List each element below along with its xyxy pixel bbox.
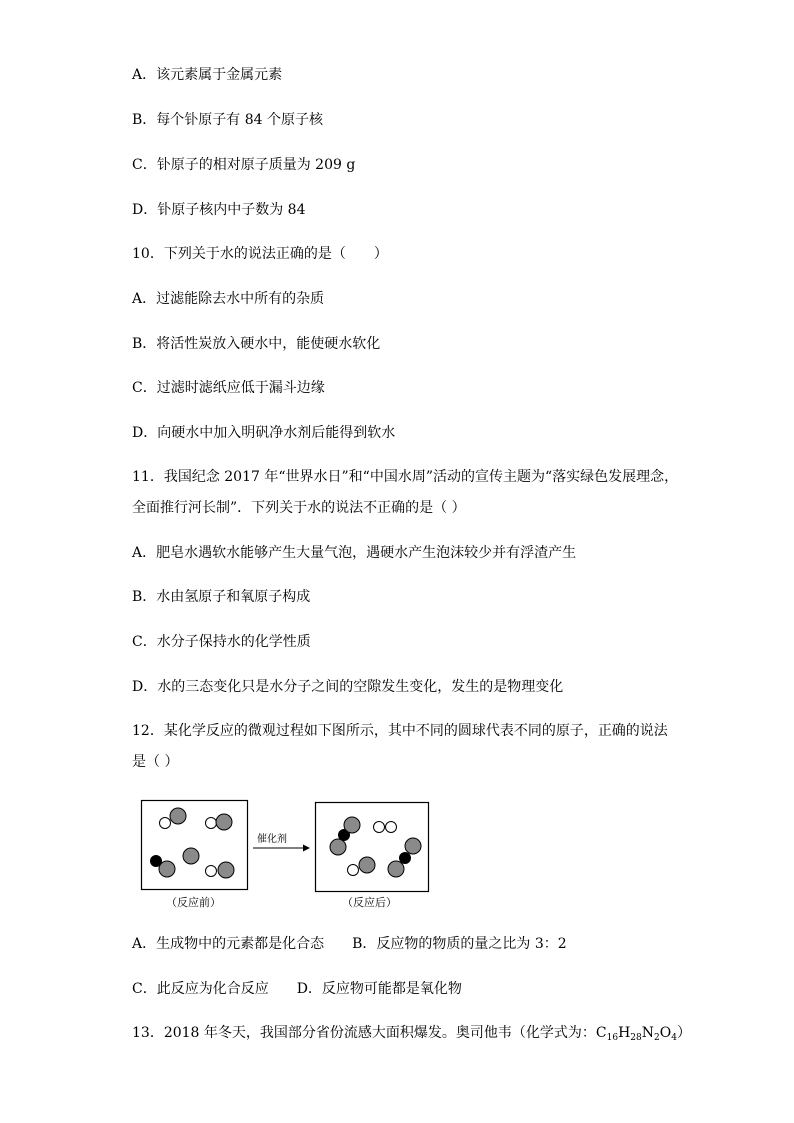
q12-stem-line2: 是（ ） <box>132 754 179 770</box>
q13-stem <box>132 1023 691 1048</box>
q12-options-row1: A．生成物中的元素都是化合态 B．反应物的物质的量之比为 3：2 <box>132 936 567 952</box>
q9-option-a: A．该元素属于金属元素 <box>132 67 283 83</box>
q9-option-d: D．钋原子核内中子数为 84 <box>132 202 306 218</box>
gray-atom <box>218 862 234 878</box>
gray-atom <box>405 838 421 854</box>
white-atom <box>160 818 171 829</box>
gray-atom <box>344 817 360 833</box>
gray-atom <box>183 848 199 864</box>
q10-option-a: A．过滤能除去水中所有的杂质 <box>132 291 325 307</box>
formula-sub-c: 16 <box>606 1033 619 1043</box>
gray-atom <box>388 861 404 877</box>
formula-h: H <box>618 1025 631 1041</box>
q9-option-b: B．每个钋原子有 84 个原子核 <box>132 112 324 128</box>
white-atom <box>206 818 217 829</box>
q11-stem-line2: 全面推行河长制”．下列关于水的说法不正确的是（ ） <box>132 500 466 516</box>
gray-atom <box>216 814 232 830</box>
q12-options-row2: C．此反应为化合反应 D．反应物可能都是氧化物 <box>132 981 462 997</box>
catalyst-label: 催化剂 <box>257 834 287 845</box>
reaction-diagram-svg <box>140 796 440 916</box>
q11-option-d: D．水的三态变化只是水分子之间的空隙发生变化，发生的是物理变化 <box>132 679 564 695</box>
after-molecules <box>330 817 421 877</box>
q10-stem: 10．下列关于水的说法正确的是（ ） <box>132 246 388 262</box>
reaction-arrow-head <box>303 845 310 852</box>
gray-atom <box>359 857 375 873</box>
q11-option-a: A．肥皂水遇软水能够产生大量气泡，遇硬水产生泡沫较少并有浮渣产生 <box>132 545 577 561</box>
gray-atom <box>159 861 175 877</box>
reaction-diagram <box>140 796 440 920</box>
gray-atom <box>170 808 186 824</box>
formula-n: N <box>641 1025 654 1041</box>
formula-sub-n: 2 <box>653 1033 660 1043</box>
before-molecules <box>151 808 235 878</box>
q11-option-b: B．水由氢原子和氧原子构成 <box>132 589 311 605</box>
white-atom <box>374 822 385 833</box>
formula-sub-o: 4 <box>671 1033 677 1043</box>
gray-atom <box>330 839 346 855</box>
q9-option-c: C．钋原子的相对原子质量为 209 g <box>132 157 356 173</box>
q11-stem-line1: 11．我国纪念 2017 年“世界水日”和“中国水周”活动的宣传主题为“落实绿色发展理念， <box>132 469 679 485</box>
q10-option-b: B．将活性炭放入硬水中，能使硬水软化 <box>132 336 381 352</box>
caption-after: （反应后） <box>342 896 397 909</box>
q12-stem-line1: 12．某化学反应的微观过程如下图所示，其中不同的圆球代表不同的原子，正确的说法 <box>132 723 668 739</box>
q10-option-d: D．向硬水中加入明矾净水剂后能得到软水 <box>132 425 396 441</box>
formula-o: O <box>659 1025 672 1041</box>
q11-option-c: C．水分子保持水的化学性质 <box>132 634 311 650</box>
black-atom <box>400 853 411 864</box>
q10-option-c: C．过滤时滤纸应低于漏斗边缘 <box>132 380 325 396</box>
caption-before: （反应前） <box>166 896 221 909</box>
q13-close-paren: ） <box>676 1025 691 1041</box>
white-atom <box>386 822 397 833</box>
white-atom <box>348 865 359 876</box>
q13-stem-text: 13．2018 年冬天，我国部分省份流感大面积爆发。奥司他韦（化学式为：C <box>132 1025 607 1041</box>
formula-sub-h: 28 <box>630 1033 642 1043</box>
white-atom <box>206 866 217 877</box>
